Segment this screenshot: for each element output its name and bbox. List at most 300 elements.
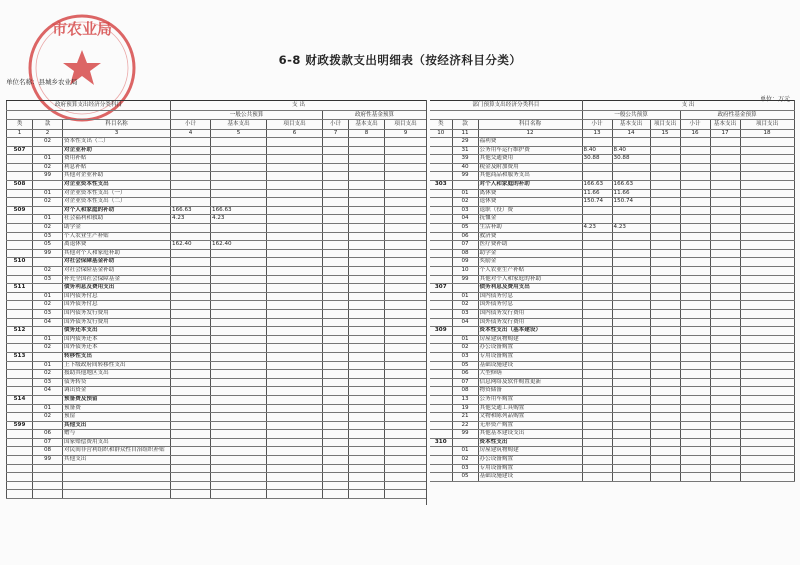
cell-kuan: 08	[452, 387, 478, 396]
cell-lei	[7, 241, 33, 250]
cell-lei: 310	[430, 438, 452, 447]
cell-subject-name: 对社会保险基金补助	[63, 267, 171, 276]
cell-lei	[430, 292, 452, 301]
cell-fund-project	[385, 206, 427, 215]
cell-subject-name: 奖励金	[478, 258, 582, 267]
cell-fund-basic	[349, 430, 385, 439]
cell-subtotal	[171, 335, 211, 344]
cell-fund-project	[740, 464, 794, 473]
cell-subject-name: 退休费	[478, 198, 582, 207]
cell-subtotal	[171, 232, 211, 241]
cell-fund-subtotal	[680, 335, 710, 344]
cell-lei	[7, 267, 33, 276]
cell-lei	[430, 421, 452, 430]
cell-lei	[430, 473, 452, 482]
cell-subtotal	[171, 413, 211, 422]
cell-project	[650, 378, 680, 387]
unit-name: 单位名称：县城乡农业局	[6, 78, 78, 86]
cell-basic	[612, 292, 650, 301]
cell-subject-name	[63, 473, 171, 482]
cell-project	[650, 258, 680, 267]
cell-lei	[430, 309, 452, 318]
cell-subtotal	[582, 267, 612, 276]
cell-kuan: 01	[33, 155, 63, 164]
cell-subject-name: 助学金	[478, 249, 582, 258]
cell-basic	[612, 284, 650, 293]
cell-lei	[7, 215, 33, 224]
cell-fund-subtotal	[323, 318, 349, 327]
cell-subtotal: 150.74	[582, 198, 612, 207]
cell-fund-basic	[710, 327, 740, 336]
cell-fund-project	[740, 344, 794, 353]
cell-lei	[7, 292, 33, 301]
cell-subtotal	[171, 146, 211, 155]
cell-fund-project	[385, 146, 427, 155]
cell-fund-basic	[710, 413, 740, 422]
cell-fund-basic	[349, 344, 385, 353]
cell-lei	[7, 335, 33, 344]
cell-kuan	[33, 258, 63, 267]
cell-project	[650, 370, 680, 379]
cell-fund-subtotal	[680, 267, 710, 276]
cell-fund-project	[740, 232, 794, 241]
right-expense-table	[430, 100, 795, 482]
header-project: 项目支出	[267, 120, 323, 130]
cell-fund-basic	[349, 327, 385, 336]
cell-subject-name: 无形资产购置	[478, 421, 582, 430]
cell-subject-name: 其他交通工具购置	[478, 404, 582, 413]
cell-basic	[612, 404, 650, 413]
cell-basic	[211, 249, 267, 258]
cell-subtotal: 8.40	[582, 146, 612, 155]
cell-subtotal	[582, 309, 612, 318]
cell-basic	[612, 473, 650, 482]
header-project: 项目支出	[740, 120, 794, 130]
cell-fund-subtotal	[323, 138, 349, 147]
cell-kuan: 04	[33, 318, 63, 327]
header-subtotal: 小计	[171, 120, 211, 130]
cell-fund-basic	[710, 370, 740, 379]
cell-fund-basic	[349, 249, 385, 258]
cell-subtotal	[171, 189, 211, 198]
column-number: 11	[452, 129, 478, 138]
cell-fund-project	[740, 189, 794, 198]
cell-fund-basic	[349, 464, 385, 473]
cell-fund-basic	[349, 387, 385, 396]
cell-basic	[211, 258, 267, 267]
cell-fund-project	[385, 421, 427, 430]
cell-basic: 166.63	[612, 181, 650, 190]
column-number: 8	[349, 129, 385, 138]
cell-basic	[211, 352, 267, 361]
cell-fund-subtotal	[680, 155, 710, 164]
cell-lei	[430, 172, 452, 181]
cell-basic	[211, 335, 267, 344]
cell-kuan: 04	[452, 215, 478, 224]
cell-fund-project	[740, 361, 794, 370]
cell-subject-name: 债务还本支出	[63, 327, 171, 336]
cell-kuan: 04	[33, 387, 63, 396]
cell-subtotal	[582, 232, 612, 241]
cell-fund-basic	[710, 258, 740, 267]
cell-lei	[430, 206, 452, 215]
cell-fund-subtotal	[680, 258, 710, 267]
cell-lei	[430, 224, 452, 233]
cell-subject-name: 资本性支出（二）	[63, 138, 171, 147]
cell-basic	[612, 447, 650, 456]
cell-fund-subtotal	[680, 361, 710, 370]
cell-lei	[7, 344, 33, 353]
table-row	[7, 146, 427, 155]
cell-kuan: 21	[452, 413, 478, 422]
table-row	[7, 430, 427, 439]
cell-fund-project	[385, 163, 427, 172]
cell-subtotal	[582, 447, 612, 456]
cell-basic	[211, 413, 267, 422]
table-row	[7, 155, 427, 164]
cell-subject-name: 大型修缮	[478, 370, 582, 379]
cell-lei: 599	[7, 421, 33, 430]
cell-kuan: 99	[33, 249, 63, 258]
cell-kuan	[33, 395, 63, 404]
cell-project	[650, 155, 680, 164]
cell-basic	[612, 378, 650, 387]
left-expense-table	[6, 100, 427, 499]
column-number: 16	[680, 129, 710, 138]
cell-fund-basic	[710, 387, 740, 396]
cell-fund-subtotal	[323, 301, 349, 310]
cell-subject-name: 房屋建筑物购建	[478, 447, 582, 456]
cell-fund-subtotal	[680, 275, 710, 284]
cell-basic	[612, 301, 650, 310]
cell-fund-project	[740, 378, 794, 387]
cell-fund-subtotal	[680, 438, 710, 447]
cell-lei	[7, 275, 33, 284]
cell-fund-project	[740, 327, 794, 336]
cell-kuan: 99	[452, 172, 478, 181]
header-subtotal: 小计	[323, 120, 349, 130]
cell-fund-project	[385, 481, 427, 490]
cell-subtotal	[582, 361, 612, 370]
cell-project	[267, 490, 323, 499]
cell-fund-basic	[349, 275, 385, 284]
cell-project	[650, 309, 680, 318]
cell-kuan: 01	[33, 292, 63, 301]
cell-fund-subtotal	[323, 387, 349, 396]
cell-fund-subtotal	[323, 292, 349, 301]
cell-lei	[7, 456, 33, 465]
table-row	[7, 370, 427, 379]
cell-lei	[7, 473, 33, 482]
cell-fund-project	[740, 456, 794, 465]
cell-kuan: 01	[33, 361, 63, 370]
table-row	[7, 327, 427, 336]
cell-fund-project	[385, 378, 427, 387]
cell-lei	[7, 198, 33, 207]
table-row	[430, 267, 794, 276]
cell-subject-name: 国内债务发行费用	[63, 309, 171, 318]
table-row	[7, 447, 427, 456]
cell-project	[267, 473, 323, 482]
table-row	[7, 378, 427, 387]
cell-fund-project	[385, 241, 427, 250]
cell-fund-subtotal	[323, 490, 349, 499]
cell-fund-basic	[710, 146, 740, 155]
cell-kuan: 29	[452, 138, 478, 147]
cell-fund-basic	[710, 335, 740, 344]
cell-fund-basic	[349, 198, 385, 207]
cell-subtotal	[171, 181, 211, 190]
header-general-budget: 一般公共预算	[582, 110, 680, 120]
cell-lei	[430, 387, 452, 396]
cell-project	[650, 284, 680, 293]
table-row	[430, 232, 794, 241]
cell-fund-basic	[349, 267, 385, 276]
cell-project	[650, 395, 680, 404]
cell-project	[267, 215, 323, 224]
cell-fund-project	[740, 430, 794, 439]
cell-lei	[7, 490, 33, 499]
cell-project	[267, 413, 323, 422]
cell-fund-project	[740, 138, 794, 147]
cell-kuan: 99	[452, 275, 478, 284]
header-project: 项目支出	[385, 120, 427, 130]
cell-subject-name: 资本性支出（基本建设）	[478, 327, 582, 336]
cell-subtotal	[171, 456, 211, 465]
cell-fund-subtotal	[323, 241, 349, 250]
cell-kuan: 01	[33, 335, 63, 344]
cell-fund-project	[740, 404, 794, 413]
cell-basic	[211, 404, 267, 413]
cell-project	[267, 284, 323, 293]
cell-fund-project	[740, 275, 794, 284]
cell-fund-basic	[710, 438, 740, 447]
cell-subtotal	[171, 361, 211, 370]
cell-basic	[612, 456, 650, 465]
table-row	[7, 344, 427, 353]
cell-kuan: 40	[452, 163, 478, 172]
cell-subtotal	[171, 309, 211, 318]
cell-fund-subtotal	[680, 327, 710, 336]
cell-fund-basic	[710, 275, 740, 284]
table-row	[430, 344, 794, 353]
header-kuan: 款	[452, 120, 478, 130]
cell-fund-basic	[710, 378, 740, 387]
cell-lei	[430, 378, 452, 387]
table-row	[430, 456, 794, 465]
table-row	[430, 215, 794, 224]
table-row	[7, 490, 427, 499]
table-row	[430, 224, 794, 233]
cell-fund-basic	[710, 241, 740, 250]
cell-subtotal	[171, 490, 211, 499]
cell-project	[267, 155, 323, 164]
table-row	[7, 241, 427, 250]
cell-fund-project	[385, 387, 427, 396]
header-kuan: 款	[33, 120, 63, 130]
cell-subject-name: 资本性支出	[478, 438, 582, 447]
cell-basic	[612, 413, 650, 422]
cell-fund-subtotal	[680, 395, 710, 404]
cell-fund-basic	[349, 155, 385, 164]
table-row	[430, 438, 794, 447]
cell-subtotal	[171, 404, 211, 413]
cell-lei	[430, 163, 452, 172]
table-row	[7, 258, 427, 267]
cell-fund-project	[385, 292, 427, 301]
cell-fund-subtotal	[680, 404, 710, 413]
cell-project	[267, 146, 323, 155]
cell-basic	[612, 370, 650, 379]
table-row	[7, 249, 427, 258]
cell-fund-basic	[349, 361, 385, 370]
column-number: 7	[323, 129, 349, 138]
cell-lei	[7, 138, 33, 147]
cell-kuan	[452, 181, 478, 190]
cell-fund-subtotal	[323, 249, 349, 258]
cell-lei	[430, 370, 452, 379]
cell-subtotal: 166.63	[171, 206, 211, 215]
table-row	[430, 301, 794, 310]
cell-fund-basic	[349, 189, 385, 198]
cell-basic	[211, 224, 267, 233]
cell-fund-subtotal	[680, 206, 710, 215]
cell-kuan: 01	[452, 189, 478, 198]
cell-kuan: 06	[452, 232, 478, 241]
cell-subject-name: 离休费	[478, 189, 582, 198]
cell-kuan: 39	[452, 155, 478, 164]
cell-kuan: 02	[452, 198, 478, 207]
cell-subtotal: 166.63	[582, 181, 612, 190]
cell-subtotal: 11.66	[582, 189, 612, 198]
cell-basic	[612, 464, 650, 473]
column-number: 18	[740, 129, 794, 138]
cell-basic	[612, 361, 650, 370]
cell-fund-subtotal	[680, 447, 710, 456]
cell-project	[650, 275, 680, 284]
cell-kuan	[33, 284, 63, 293]
cell-subtotal	[171, 370, 211, 379]
cell-kuan: 07	[33, 438, 63, 447]
cell-kuan	[33, 490, 63, 499]
cell-lei	[7, 318, 33, 327]
cell-subtotal	[582, 404, 612, 413]
cell-kuan: 09	[452, 258, 478, 267]
column-number: 12	[478, 129, 582, 138]
cell-fund-subtotal	[680, 301, 710, 310]
cell-fund-basic	[349, 232, 385, 241]
cell-fund-basic	[710, 138, 740, 147]
cell-basic	[211, 267, 267, 276]
cell-subject-name: 公务用车购置	[478, 395, 582, 404]
cell-subject-name	[63, 464, 171, 473]
cell-fund-project	[740, 309, 794, 318]
cell-fund-project	[740, 413, 794, 422]
cell-kuan	[33, 181, 63, 190]
cell-subtotal	[582, 172, 612, 181]
cell-kuan	[33, 473, 63, 482]
cell-fund-project	[740, 352, 794, 361]
cell-kuan: 99	[33, 172, 63, 181]
cell-subject-name: 国家赔偿费用支出	[63, 438, 171, 447]
cell-lei: 512	[7, 327, 33, 336]
cell-lei	[430, 335, 452, 344]
cell-fund-project	[385, 335, 427, 344]
cell-project	[267, 275, 323, 284]
cell-subtotal	[171, 464, 211, 473]
cell-kuan: 03	[33, 275, 63, 284]
cell-subtotal	[171, 249, 211, 258]
cell-subtotal	[582, 370, 612, 379]
cell-kuan: 02	[33, 344, 63, 353]
cell-fund-basic	[349, 172, 385, 181]
cell-basic	[211, 438, 267, 447]
cell-project	[267, 301, 323, 310]
cell-kuan: 19	[452, 404, 478, 413]
cell-project	[267, 481, 323, 490]
cell-lei	[430, 430, 452, 439]
cell-fund-project	[385, 490, 427, 499]
table-row	[430, 284, 794, 293]
cell-basic	[612, 258, 650, 267]
cell-fund-subtotal	[680, 344, 710, 353]
cell-fund-basic	[349, 421, 385, 430]
cell-basic	[211, 387, 267, 396]
cell-subject-name: 预留	[63, 413, 171, 422]
cell-subtotal: 4.23	[582, 224, 612, 233]
cell-kuan	[452, 438, 478, 447]
cell-lei	[7, 447, 33, 456]
cell-lei: 307	[430, 284, 452, 293]
cell-subtotal	[582, 292, 612, 301]
cell-lei: 514	[7, 395, 33, 404]
table-row	[7, 138, 427, 147]
cell-subtotal	[582, 438, 612, 447]
table-row	[7, 181, 427, 190]
table-row	[430, 309, 794, 318]
cell-fund-basic	[349, 258, 385, 267]
cell-subject-name: 对民间非营利组织和群众性自治组织补贴	[63, 447, 171, 456]
cell-subject-name: 信息网络及软件购置更新	[478, 378, 582, 387]
cell-lei	[7, 172, 33, 181]
cell-subtotal	[582, 275, 612, 284]
cell-kuan: 01	[33, 215, 63, 224]
cell-fund-project	[385, 258, 427, 267]
cell-fund-subtotal	[323, 206, 349, 215]
table-row	[7, 163, 427, 172]
table-row	[7, 335, 427, 344]
cell-kuan: 01	[452, 335, 478, 344]
cell-fund-basic	[710, 292, 740, 301]
cell-project	[650, 447, 680, 456]
cell-fund-basic	[710, 284, 740, 293]
cell-lei: 513	[7, 352, 33, 361]
cell-fund-subtotal	[680, 249, 710, 258]
cell-project	[650, 241, 680, 250]
cell-subject-name: 补充全国社会保障基金	[63, 275, 171, 284]
cell-fund-basic	[710, 344, 740, 353]
cell-basic: 4.23	[211, 215, 267, 224]
table-row	[430, 430, 794, 439]
cell-subject-name: 其他对个人和家庭的补助	[478, 275, 582, 284]
cell-project	[650, 387, 680, 396]
cell-fund-basic	[710, 309, 740, 318]
cell-basic	[612, 318, 650, 327]
cell-lei	[7, 155, 33, 164]
cell-project	[650, 189, 680, 198]
cell-subtotal	[171, 224, 211, 233]
cell-fund-project	[385, 361, 427, 370]
